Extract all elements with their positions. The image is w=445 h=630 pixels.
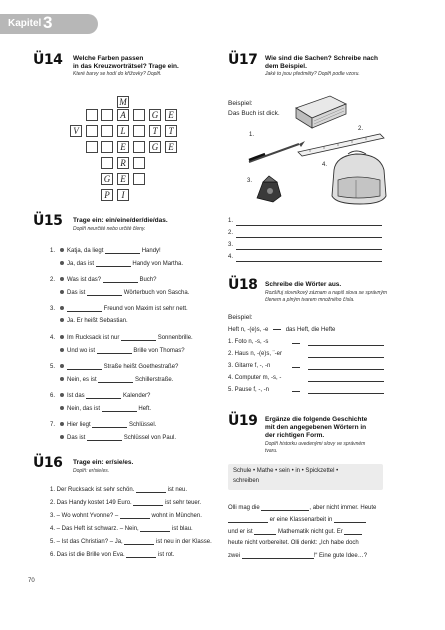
answer-line[interactable] (308, 369, 384, 370)
exercise-number-u19: Ü19 (228, 413, 258, 429)
u18-item: 5. Pause f, -, -n (228, 387, 270, 393)
u18-item: 2. Haus n, -(e)s, ¨-er (228, 351, 283, 357)
exercise-title-u17-2: dem Beispiel. (265, 63, 307, 70)
answer-blank[interactable] (344, 528, 362, 535)
answer-blank[interactable] (87, 289, 122, 296)
u16-item: 6. Das ist die Brille von Eva. ist rot. (50, 552, 175, 558)
answer-blank[interactable] (140, 525, 170, 532)
answer-blank[interactable] (67, 363, 102, 370)
crossword-cell[interactable] (133, 125, 145, 137)
u18-item: 1. Foto n, -s, -s (228, 339, 269, 345)
answer-blank[interactable] (96, 260, 131, 267)
u15-item: 5. Straße heißt Goethestraße? (50, 364, 179, 370)
crossword-cell[interactable]: P (101, 189, 113, 201)
answer-blank[interactable] (86, 392, 121, 399)
u18-item: 3. Gitarre f, -, -n (228, 363, 271, 369)
u15-item: 6. Ist das Kalender? (50, 393, 151, 399)
exercise-subtitle-u18-1: Rozšiřuj slovníkový záznam a napiš slova se správným (265, 290, 387, 296)
crossword-cell[interactable]: G (101, 173, 113, 185)
answer-line[interactable] (236, 249, 382, 250)
answer-line[interactable] (308, 381, 384, 382)
crossword-cell[interactable] (86, 125, 98, 137)
crossword-cell[interactable] (133, 173, 145, 185)
u15-item: 3. Freund von Maxim ist sehr nett. (50, 306, 188, 312)
answer-blank[interactable] (228, 516, 268, 523)
line-label: 1. (228, 218, 234, 224)
crossword-cell[interactable] (101, 125, 113, 137)
crossword-cell[interactable]: E (117, 141, 129, 153)
exercise-title-u17-1: Wie sind die Sachen? Schreibe nach (265, 55, 379, 62)
exercise-number-u14: Ü14 (33, 52, 63, 68)
crossword-cell[interactable] (133, 141, 145, 153)
picture-label: 4. (322, 162, 328, 168)
exercise-number-u16: Ü16 (33, 455, 63, 471)
sharpener-icon (253, 174, 283, 204)
answer-blank[interactable] (334, 516, 366, 523)
exercise-subtitle-u18-2: členem a plným tvarem množného čísla. (265, 297, 355, 303)
exercise-title-u15: Trage ein: ein/eine/der/die/das. (73, 217, 168, 224)
answer-line[interactable] (236, 225, 382, 226)
answer-blank[interactable] (92, 421, 127, 428)
u15-item: 1. Katja, da liegt Handy! (50, 248, 161, 254)
answer-blank[interactable] (67, 305, 102, 312)
book-icon (290, 92, 350, 132)
crossword-cell[interactable]: L (117, 125, 129, 137)
u16-item: 5. – Ist das Christian? – Ja, ist neu in der Klasse. (50, 539, 212, 545)
crossword-cell[interactable] (133, 157, 145, 169)
answer-blank[interactable] (121, 334, 156, 341)
example-label-u18: Beispiel: (228, 314, 253, 321)
answer-blank[interactable] (97, 347, 132, 354)
u15-item: Ja, das ist Handy von Martha. (50, 260, 183, 267)
crossword-cell[interactable] (86, 109, 98, 121)
word-box-line-1: Schule • Mathe • sein • in • Spickzettel • (233, 468, 339, 474)
crossword-cell[interactable]: T (149, 125, 161, 137)
answer-blank[interactable] (261, 504, 309, 511)
arrow-line (292, 391, 300, 392)
arrow-line (292, 367, 300, 368)
exercise-title-u16: Trage ein: er/sie/es. (73, 459, 134, 466)
picture-label: 2. (358, 126, 364, 132)
u15-item: Ja. Er heißt Sebastian. (50, 318, 128, 324)
example-text-u17: Das Buch ist dick. (228, 110, 280, 117)
exercise-subtitle-u17: Jaké to jsou předměty? Doplň podle vzoru. (265, 71, 360, 77)
exercise-title-u19-3: der richtigen Form. (265, 432, 325, 439)
answer-blank[interactable] (105, 247, 140, 254)
exercise-title-u14-2: in das Kreuzworträtsel? Trage ein. (73, 63, 179, 70)
exercise-subtitle-u15: Doplň neurčité nebo určité členy. (73, 226, 146, 232)
answer-blank[interactable] (136, 486, 166, 493)
line-label: 2. (228, 230, 234, 236)
u15-item: 4. Im Rucksack ist nur Sonnenbrille. (50, 335, 193, 341)
crossword-cell[interactable]: V (70, 125, 82, 137)
story-line: und er ist Mathematik nicht gut. Er (228, 528, 362, 535)
answer-line[interactable] (236, 237, 382, 238)
answer-line[interactable] (308, 345, 384, 346)
crossword-cell[interactable]: R (117, 157, 129, 169)
crossword-cell[interactable] (101, 157, 113, 169)
answer-blank[interactable] (103, 276, 138, 283)
exercise-subtitle-u14: Které barvy se hodí do křížovky? Doplň. (73, 71, 162, 77)
chapter-word: Kapitel (8, 18, 42, 29)
backpack-icon (326, 150, 392, 206)
u15-item: Nein, das ist Heft. (50, 405, 151, 412)
u16-item: 3. – Wo wohnt Yvonne? – wohnt in München. (50, 513, 202, 519)
word-box-line-2: schreiben (233, 478, 260, 484)
u15-item: 7. Hier liegt Schlüssel. (50, 422, 157, 428)
answer-line[interactable] (308, 393, 384, 394)
u16-item: 4. – Das Heft ist schwarz. – Nein, ist blau. (50, 526, 193, 532)
crossword-cell[interactable]: E (117, 173, 129, 185)
answer-blank[interactable] (102, 405, 137, 412)
u15-item: Das ist Schlüssel von Paul. (50, 434, 176, 441)
answer-line[interactable] (308, 357, 384, 358)
exercise-subtitle-u19-1: Doplň historku uvedenými slovy ve správném (265, 441, 366, 447)
story-line: zwei !“ Eine gute Idee…? (228, 553, 368, 559)
crossword-cell[interactable]: G (149, 141, 161, 153)
picture-label: 1. (249, 132, 255, 138)
u15-item: Das ist Wörterbuch von Sascha. (50, 289, 189, 296)
exercise-subtitle-u19-2: tvaru. (265, 448, 278, 454)
exercise-number-u18: Ü18 (228, 277, 258, 293)
crossword-cell[interactable]: E (165, 109, 177, 121)
u15-item: Nein, es ist Schillerstraße. (50, 376, 173, 383)
answer-blank[interactable] (98, 376, 133, 383)
u16-item: 2. Das Handy kostet 149 Euro. ist sehr teuer. (50, 500, 202, 506)
exercise-title-u19-1: Ergänze die folgende Geschichte (265, 416, 368, 423)
answer-line[interactable] (236, 261, 382, 262)
answer-blank[interactable] (126, 551, 156, 558)
crossword-cell[interactable]: A (117, 109, 129, 121)
exercise-title-u18: Schreibe die Wörter aus. (265, 281, 342, 288)
picture-label: 3. (247, 178, 253, 184)
u15-item: Und wo ist Brille von Thomas? (50, 347, 185, 354)
example-label-u17: Beispiel: (228, 100, 253, 107)
crossword-cell[interactable] (101, 109, 113, 121)
crossword-cell[interactable] (133, 109, 145, 121)
exercise-title-u14-1: Welche Farben passen (73, 55, 144, 62)
page-number: 70 (28, 578, 35, 584)
answer-blank[interactable] (120, 512, 150, 519)
story-line: er eine Klassenarbeit in (228, 516, 366, 523)
answer-blank[interactable] (242, 552, 314, 559)
line-label: 4. (228, 254, 234, 260)
story-line: Olli mag die , aber nicht immer. Heute (228, 505, 377, 511)
chapter-tab (0, 14, 98, 34)
crossword-cell[interactable] (86, 141, 98, 153)
u16-item: 1. Der Rucksack ist sehr schön. ist neu. (50, 487, 188, 493)
chapter-number: 3 (43, 13, 53, 32)
crossword-cell[interactable]: T (165, 125, 177, 137)
answer-blank[interactable] (254, 528, 276, 535)
crossword-cell[interactable]: I (117, 189, 129, 201)
exercise-number-u15: Ü15 (33, 213, 63, 229)
u18-item: 4. Computer m, -s, - (228, 375, 282, 381)
example-entry-u18: Heft n, -(e)s, -e das Heft, die Hefte (228, 327, 336, 333)
story-line: heute nicht vorbereitet. Olli denkt: „Ich habe doch (228, 540, 359, 546)
line-label: 3. (228, 242, 234, 248)
crossword-cell[interactable]: G (149, 109, 161, 121)
arrow-line (292, 343, 300, 344)
crossword-cell[interactable]: E (165, 141, 177, 153)
crossword-cell[interactable] (101, 141, 113, 153)
exercise-number-u17: Ü17 (228, 52, 258, 68)
answer-blank[interactable] (133, 499, 163, 506)
u15-item: 2. Was ist das? Buch? (50, 277, 157, 283)
exercise-subtitle-u16: Doplň: er/sie/es. (73, 468, 110, 474)
exercise-title-u19-2: mit den angegebenen Wörtern in (265, 424, 367, 431)
answer-blank[interactable] (124, 538, 154, 545)
answer-blank[interactable] (87, 434, 122, 441)
crossword-cell[interactable]: M (117, 96, 129, 108)
